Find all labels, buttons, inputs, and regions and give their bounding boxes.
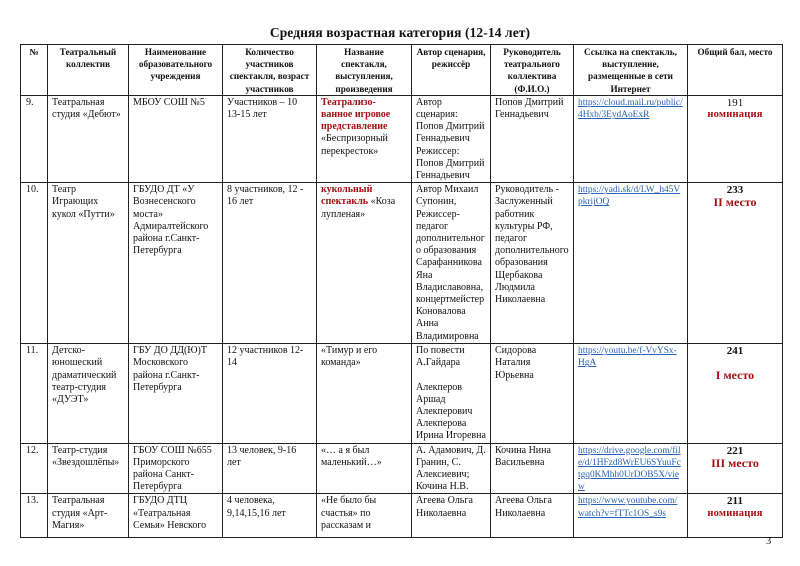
play-genre: кукольный спектакль (321, 184, 373, 208)
table-row (21, 183, 783, 344)
table-row (21, 95, 783, 182)
performance-link[interactable]: https://youtu.be/f-VvYSx-HgA (578, 346, 677, 369)
link-cell (574, 95, 688, 182)
author-info (412, 344, 491, 443)
results-table (20, 44, 783, 538)
link-cell (574, 443, 688, 494)
play-title: «Не было бы счастья» по рассказам и (321, 495, 377, 531)
score-cell (688, 95, 783, 182)
collective-name: Театральная студия «Арт-Магия» (48, 494, 129, 538)
score-points: 221 (726, 444, 744, 457)
leader-name: Агеева Ольга Николаевна (491, 494, 574, 538)
play-cell (317, 443, 412, 494)
link-cell (574, 183, 688, 344)
play-title: «Тимур и его команда» (321, 345, 378, 369)
author-info: Автор сценария: Попов Дмитрий Геннадьевич Режиссер: Попов Дмитрий Геннадьевич (412, 95, 491, 182)
performance-link[interactable]: https://drive.google.com/file/d/1HFzd8WrEU6SYuuFctgq0KMhh0UrDOB5X/view (578, 445, 681, 493)
header-institution: Наименование образовательного учреждения (129, 45, 223, 96)
header-score: Общий бал, место (688, 45, 783, 96)
performance-link[interactable]: https://www.youtube.com/watch?v=fTTc1OS_s9s (578, 496, 678, 519)
participants-info: 12 участников 12-14 (223, 344, 317, 443)
row-number: 13. (21, 494, 48, 538)
author-info: Автор Михаил Супонин, Режиссер-педагог дополнительного образования Сарафанникова Яна Владиславовна, концертмейстер Коновалова Анна Владимировна (412, 183, 491, 344)
score-cell (688, 183, 783, 344)
page-title: Средняя возрастная категория (12-14 лет) (269, 25, 531, 40)
performance-link[interactable]: https://cloud.mail.ru/public/4Hxb/3EydAoExR (578, 97, 683, 121)
score-place: номинация (707, 109, 763, 121)
institution-name: ГБОУ СОШ №655 Приморского района Санкт-Петербурга (129, 443, 223, 494)
row-number: 11. (21, 344, 48, 443)
table-row (21, 443, 783, 494)
link-cell (574, 494, 688, 538)
table-row (21, 344, 783, 443)
participants-info: 8 участников, 12 - 16 лет (223, 183, 317, 344)
participants-info: 13 человек, 9-16 лет (223, 443, 317, 494)
link-cell (574, 344, 688, 443)
score-place: номинация (707, 507, 763, 519)
collective-name: Театр Играющих кукол «Путти» (48, 183, 129, 344)
header-leader: Руководитель театрального коллектива (Ф.И.О.) (491, 45, 574, 96)
score-place: II место (713, 195, 757, 210)
author-source: По повести А.Гайдара (416, 345, 465, 369)
page-number: 3 (766, 536, 772, 547)
institution-name: ГБУДО ДТ «У Вознесенского моста» Адмиралтейского района г.Санкт-Петербурга (129, 183, 223, 344)
play-cell (317, 95, 412, 182)
header-number: № (21, 45, 48, 96)
score-cell (688, 344, 783, 443)
table-row (21, 494, 783, 538)
leader-name: Сидорова Наталия Юрьевна (491, 344, 574, 443)
score-points: 241 (726, 345, 744, 358)
collective-name: Театр-студия «Звездошлёпы» (48, 443, 129, 494)
play-title: «Коза лупленая» (321, 196, 396, 220)
header-author: Автор сценария, режиссёр (412, 45, 491, 96)
performance-link[interactable]: https://yadi.sk/d/LW_h45VpkrijOQ (578, 185, 681, 208)
play-genre: Театрализо-ванное игровое представление (321, 96, 391, 133)
play-title: «… а я был маленький…» (321, 444, 382, 468)
author-info: А. Адамович, Д. Гранин, С. Алексиевич; Кочина Н.В. (412, 443, 491, 494)
collective-name: Театральная студия «Дебют» (48, 95, 129, 182)
score-points: 211 (727, 495, 743, 508)
table-header-row (21, 45, 783, 96)
score-place: I место (715, 368, 755, 383)
collective-name: Детско-юношеский драматический театр-студия «ДУЭТ» (48, 344, 129, 443)
play-cell (317, 183, 412, 344)
author-directors: Алекперов Аршад Алекперович Алекперова Ирина Игоревна (416, 381, 486, 442)
score-points: 233 (726, 184, 744, 197)
score-cell (688, 443, 783, 494)
leader-name: Кочина Нина Васильевна (491, 443, 574, 494)
header-play: Название спектакля, выступления, произведения (317, 45, 412, 96)
play-cell (317, 494, 412, 538)
institution-name: ГБУДО ДТЦ «Театральная Семья» Невского (129, 494, 223, 538)
play-title: «Беспризорный перекресток» (321, 133, 388, 157)
participants-info: Участников – 10 13-15 лет (223, 95, 317, 182)
row-number: 10. (21, 183, 48, 344)
leader-name: Руководитель - Заслуженный работник культуры РФ, педагог дополнительного образования Щербакова Людмила Николаевна (491, 183, 574, 344)
row-number: 12. (21, 443, 48, 494)
institution-name: ГБУ ДО ДД(Ю)Т Московского района г.Санкт-Петербурга (129, 344, 223, 443)
header-collective: Театральный коллектив (48, 45, 129, 96)
score-points: 191 (726, 96, 744, 109)
leader-name: Попов Дмитрий Геннадьевич (491, 95, 574, 182)
score-cell (688, 494, 783, 538)
header-link: Ссылка на спектакль, выступление, размещенные в сети Интернет (574, 45, 688, 96)
header-participants: Количество участников спектакля, возраст участников (223, 45, 317, 96)
institution-name: МБОУ СОШ №5 (129, 95, 223, 182)
author-info: Агеева Ольга Николаевна (412, 494, 491, 538)
play-cell (317, 344, 412, 443)
row-number: 9. (21, 95, 48, 182)
participants-info: 4 человека, 9,14,15,16 лет (223, 494, 317, 538)
score-place: III место (711, 455, 759, 470)
